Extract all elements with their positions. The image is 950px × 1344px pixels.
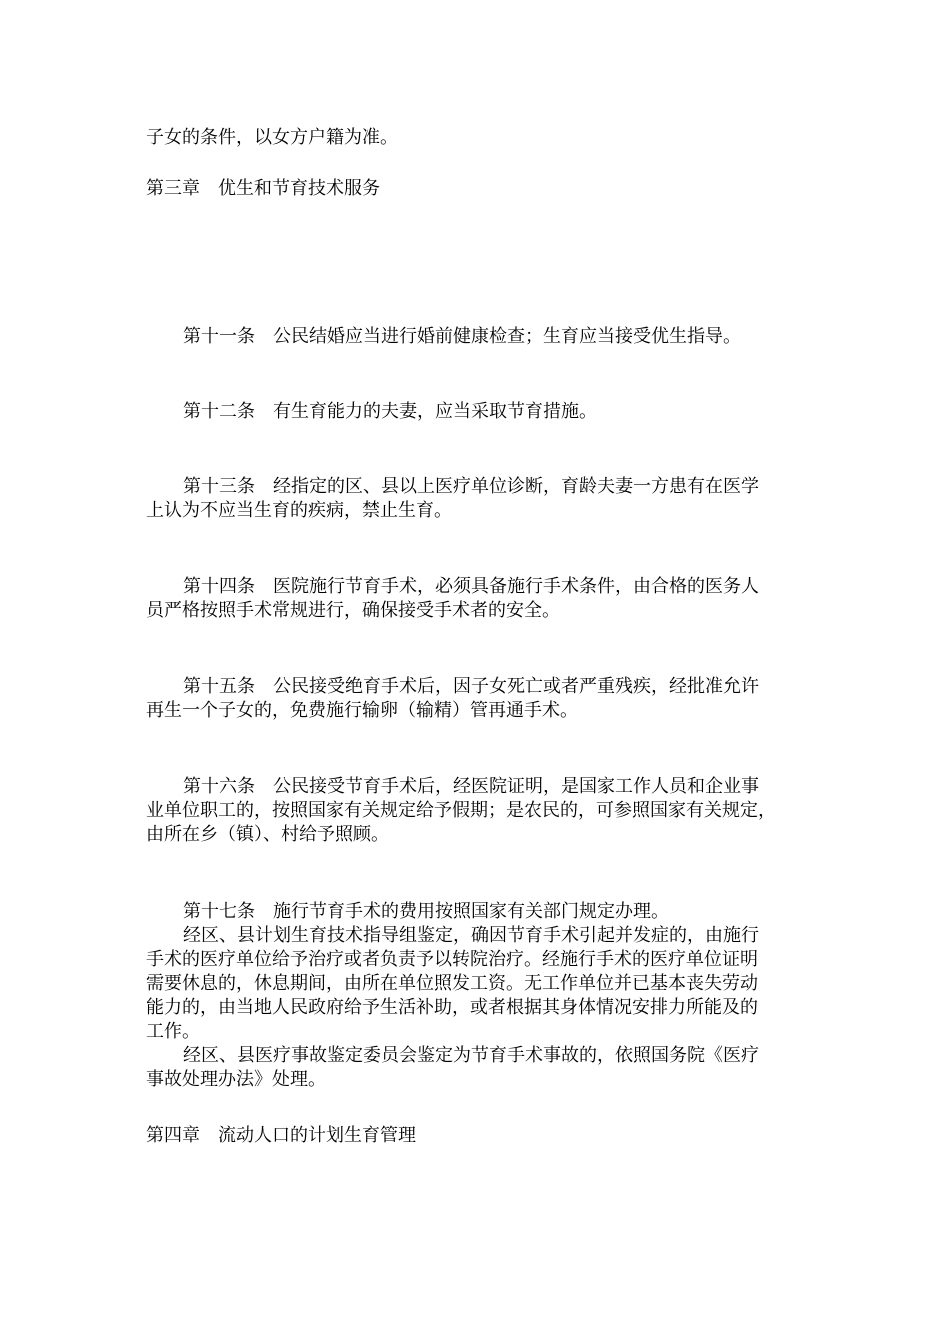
text-line: 第十一条 公民结婚应当进行婚前健康检查；生育应当接受优生指导。 bbox=[183, 326, 741, 347]
text-line: 需要休息的，休息期间，由所在单位照发工资。无工作单位并已基本丧失劳动 bbox=[146, 973, 758, 994]
heading-text: 第三章 优生和节育技术服务 bbox=[146, 178, 380, 199]
article-17 bbox=[146, 900, 818, 1092]
text-line: 员严格按照手术常规进行，确保接受手术者的安全。 bbox=[146, 600, 560, 621]
article-15 bbox=[146, 675, 818, 723]
article-16 bbox=[146, 775, 836, 847]
text-line: 第十六条 公民接受节育手术后，经医院证明，是国家工作人员和企业事 bbox=[183, 776, 759, 797]
chapter-4-heading bbox=[146, 1124, 818, 1148]
text-line: 能力的，由当地人民政府给予生活补助，或者根据其身体情况安排力所能及的 bbox=[146, 997, 758, 1018]
heading-text: 第四章 流动人口的计划生育管理 bbox=[146, 1125, 416, 1146]
article-11 bbox=[146, 325, 818, 349]
text-line: 第十三条 经指定的区、县以上医疗单位诊断，育龄夫妻一方患有在医学 bbox=[183, 476, 759, 497]
text-line: 子女的条件，以女方户籍为准。 bbox=[146, 127, 398, 148]
text-line: 第十四条 医院施行节育手术，必须具备施行手术条件，由合格的医务人 bbox=[183, 576, 759, 597]
text-line: 由所在乡（镇）、村给予照顾。 bbox=[146, 824, 389, 845]
text-line: 再生一个子女的，免费施行输卵（输精）管再通手术。 bbox=[146, 700, 578, 721]
text-line: 手术的医疗单位给予治疗或者负责予以转院治疗。经施行手术的医疗单位证明 bbox=[146, 949, 758, 970]
article-12 bbox=[146, 400, 818, 424]
text-line: 第十二条 有生育能力的夫妻，应当采取节育措施。 bbox=[183, 401, 597, 422]
intro-line bbox=[146, 126, 818, 150]
chapter-3-heading bbox=[146, 177, 818, 201]
text-line: 业单位职工的，按照国家有关规定给予假期；是农民的，可参照国家有关规定， bbox=[146, 800, 776, 821]
text-line: 第十五条 公民接受绝育手术后，因子女死亡或者严重残疾，经批准允许 bbox=[183, 676, 759, 697]
text-line: 上认为不应当生育的疾病，禁止生育。 bbox=[146, 500, 452, 521]
article-13 bbox=[146, 475, 818, 523]
text-line: 事故处理办法》处理。 bbox=[146, 1069, 326, 1090]
text-line: 经区、县计划生育技术指导组鉴定，确因节育手术引起并发症的，由施行 bbox=[183, 925, 759, 946]
text-line: 第十七条 施行节育手术的费用按照国家有关部门规定办理。 bbox=[183, 901, 669, 922]
text-line: 工作。 bbox=[146, 1021, 200, 1042]
text-line: 经区、县医疗事故鉴定委员会鉴定为节育手术事故的，依照国务院《医疗 bbox=[183, 1045, 759, 1066]
article-14 bbox=[146, 575, 818, 623]
